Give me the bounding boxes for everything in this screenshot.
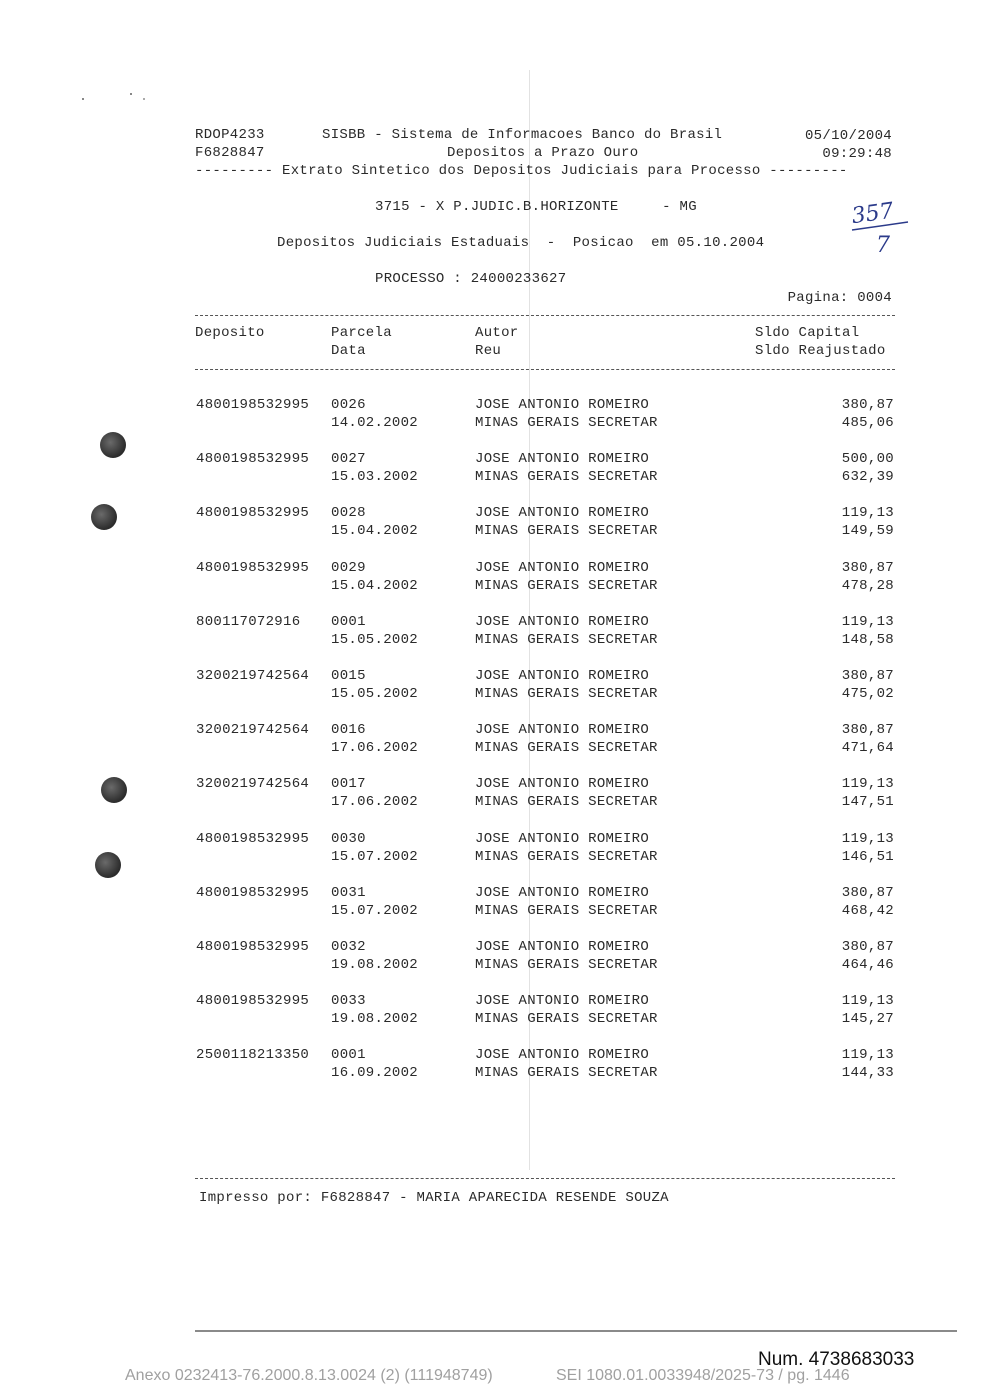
capital-balance: 380,87 [841,722,894,738]
installment-number: 0029 [331,560,366,576]
columns-divider [195,369,895,370]
capital-balance: 119,13 [841,993,894,1009]
deposit-number: 3200219742564 [196,776,310,792]
installment-number: 0017 [331,776,366,792]
col-deposito: Deposito [195,325,265,341]
installment-number: 0027 [331,451,366,467]
defendant-name: MINAS GERAIS SECRETAR [475,469,658,485]
annex-reference: Anexo 0232413-76.2000.8.13.0024 (2) (111948749) [125,1367,493,1384]
col-autor: Autor [475,325,519,341]
author-name: JOSE ANTONIO ROMEIRO [475,776,650,792]
deposit-number: 800117072916 [196,614,301,630]
author-name: JOSE ANTONIO ROMEIRO [475,885,650,901]
installment-number: 0032 [331,939,366,955]
deposit-number: 4800198532995 [196,451,310,467]
report-date: 05/10/2004 [804,128,892,144]
capital-balance: 119,13 [841,1047,894,1063]
capital-balance: 380,87 [841,397,894,413]
installment-number: 0026 [331,397,366,413]
punch-hole [91,504,117,530]
col-parcela: Parcela [331,325,392,341]
adjusted-balance: 468,42 [841,903,894,919]
author-name: JOSE ANTONIO ROMEIRO [475,560,650,576]
author-name: JOSE ANTONIO ROMEIRO [475,939,650,955]
adjusted-balance: 149,59 [841,523,894,539]
deposit-number: 4800198532995 [196,560,310,576]
deposit-number: 3200219742564 [196,668,310,684]
header-divider [195,315,895,316]
capital-balance: 380,87 [841,885,894,901]
col-sldo-capital: Sldo Capital [755,325,860,341]
installment-number: 0031 [331,885,366,901]
defendant-name: MINAS GERAIS SECRETAR [475,686,658,702]
report-code: RDOP4233 [195,127,265,143]
adjusted-balance: 144,33 [841,1065,894,1081]
installment-number: 0028 [331,505,366,521]
capital-balance: 380,87 [841,560,894,576]
system-name: SISBB - Sistema de Informacoes Banco do Brasil [322,127,723,143]
deposit-number: 4800198532995 [196,397,310,413]
deposit-number: 2500118213350 [196,1047,310,1063]
deposit-date: 15.07.2002 [331,903,419,919]
installment-number: 0030 [331,831,366,847]
defendant-name: MINAS GERAIS SECRETAR [475,1065,658,1081]
scan-speck [130,93,132,95]
deposit-date: 19.08.2002 [331,1011,419,1027]
position-line: Depositos Judiciais Estaduais - Posicao em 05.10.2004 [277,235,765,251]
author-name: JOSE ANTONIO ROMEIRO [475,614,650,630]
adjusted-balance: 145,27 [841,1011,894,1027]
defendant-name: MINAS GERAIS SECRETAR [475,1011,658,1027]
col-reu: Reu [475,343,502,359]
deposit-date: 19.08.2002 [331,957,419,973]
handwritten-sub: 7 [876,233,890,256]
capital-balance: 500,00 [841,451,894,467]
author-name: JOSE ANTONIO ROMEIRO [475,668,650,684]
defendant-name: MINAS GERAIS SECRETAR [475,957,658,973]
document-number: Num. 4738683033 [758,1349,915,1370]
deposit-date: 15.07.2002 [331,849,419,865]
printed-by: Impresso por: F6828847 - MARIA APARECIDA RESENDE SOUZA [199,1190,669,1206]
capital-balance: 380,87 [841,668,894,684]
adjusted-balance: 478,28 [841,578,894,594]
deposit-date: 15.03.2002 [331,469,419,485]
defendant-name: MINAS GERAIS SECRETAR [475,903,658,919]
punch-hole [95,852,121,878]
defendant-name: MINAS GERAIS SECRETAR [475,578,658,594]
author-name: JOSE ANTONIO ROMEIRO [475,397,650,413]
capital-balance: 119,13 [841,614,894,630]
extract-title: --------- Extrato Sintetico dos Depositos Judiciais para Processo --------- [195,163,848,179]
installment-number: 0001 [331,614,366,630]
adjusted-balance: 471,64 [841,740,894,756]
col-data: Data [331,343,366,359]
adjusted-balance: 485,06 [841,415,894,431]
deposit-date: 15.05.2002 [331,686,419,702]
adjusted-balance: 632,39 [841,469,894,485]
deposit-date: 15.04.2002 [331,578,419,594]
defendant-name: MINAS GERAIS SECRETAR [475,794,658,810]
capital-balance: 119,13 [841,831,894,847]
deposit-date: 14.02.2002 [331,415,419,431]
installment-number: 0015 [331,668,366,684]
page-number: Pagina: 0004 [787,290,892,306]
handwritten-annotation [846,196,916,256]
author-name: JOSE ANTONIO ROMEIRO [475,831,650,847]
adjusted-balance: 148,58 [841,632,894,648]
bottom-rule [195,1330,957,1332]
sei-reference: SEI 1080.01.0033948/2025-73 / pg. 1446 [556,1367,850,1384]
adjusted-balance: 146,51 [841,849,894,865]
col-sldo-reajustado: Sldo Reajustado [755,343,886,359]
deposit-number: 4800198532995 [196,885,310,901]
deposit-number: 4800198532995 [196,505,310,521]
footer-divider [195,1178,895,1179]
court-name: 3715 - X P.JUDIC.B.HORIZONTE - MG [375,199,697,215]
deposit-date: 15.04.2002 [331,523,419,539]
adjusted-balance: 147,51 [841,794,894,810]
user-code: F6828847 [195,145,265,161]
report-time: 09:29:48 [822,146,892,162]
defendant-name: MINAS GERAIS SECRETAR [475,740,658,756]
adjusted-balance: 464,46 [841,957,894,973]
defendant-name: MINAS GERAIS SECRETAR [475,849,658,865]
punch-hole [100,432,126,458]
installment-number: 0033 [331,993,366,1009]
installment-number: 0001 [331,1047,366,1063]
deposit-date: 17.06.2002 [331,740,419,756]
deposit-date: 16.09.2002 [331,1065,419,1081]
author-name: JOSE ANTONIO ROMEIRO [475,722,650,738]
defendant-name: MINAS GERAIS SECRETAR [475,523,658,539]
deposit-date: 17.06.2002 [331,794,419,810]
scan-speck [82,98,84,100]
capital-balance: 119,13 [841,776,894,792]
capital-balance: 119,13 [841,505,894,521]
capital-balance: 380,87 [841,939,894,955]
defendant-name: MINAS GERAIS SECRETAR [475,632,658,648]
process-number: PROCESSO : 24000233627 [375,271,567,287]
scan-speck [143,98,145,100]
installment-number: 0016 [331,722,366,738]
deposit-date: 15.05.2002 [331,632,419,648]
author-name: JOSE ANTONIO ROMEIRO [475,451,650,467]
deposit-number: 4800198532995 [196,993,310,1009]
deposit-number: 3200219742564 [196,722,310,738]
author-name: JOSE ANTONIO ROMEIRO [475,1047,650,1063]
punch-hole [101,777,127,803]
adjusted-balance: 475,02 [841,686,894,702]
author-name: JOSE ANTONIO ROMEIRO [475,505,650,521]
defendant-name: MINAS GERAIS SECRETAR [475,415,658,431]
deposit-number: 4800198532995 [196,939,310,955]
deposit-number: 4800198532995 [196,831,310,847]
product-name: Depositos a Prazo Ouro [447,145,639,161]
handwritten-number: 357 [850,198,896,230]
author-name: JOSE ANTONIO ROMEIRO [475,993,650,1009]
